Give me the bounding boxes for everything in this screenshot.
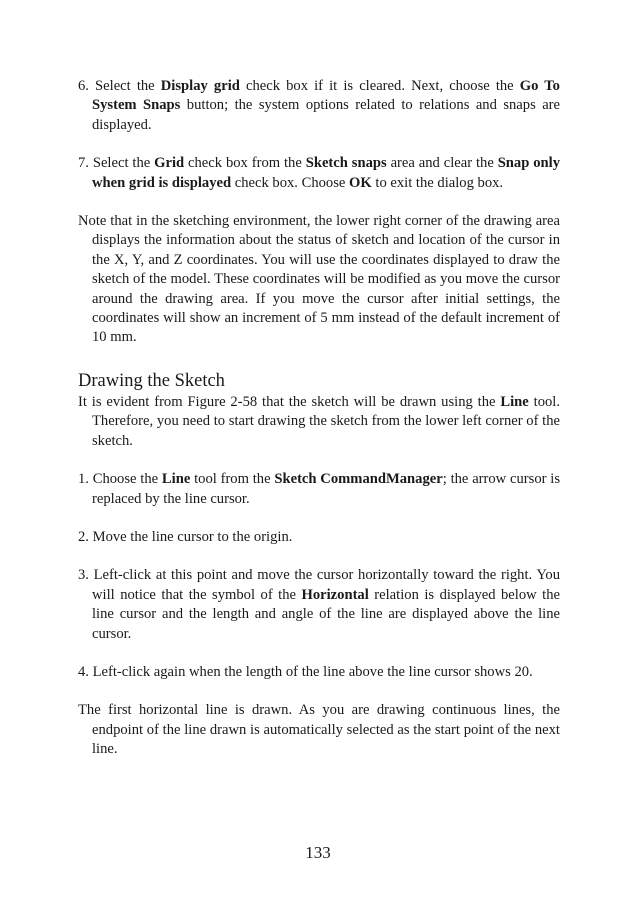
paragraph-step-7	[78, 154, 560, 193]
paragraph-step-3	[78, 566, 560, 644]
text-run: check box if it is cleared. Next, choose the	[239, 78, 520, 94]
text-run: It is evident from Figure 2-58 that the sketch will be drawn using the	[78, 393, 501, 410]
bold-term: Line	[500, 393, 529, 410]
bold-term: Display grid	[160, 78, 240, 94]
text-run: 4. Left-click again when the length of the line above the line cursor shows 20.	[78, 663, 533, 680]
bold-term: Line	[161, 471, 191, 488]
paragraph-step-2	[78, 528, 560, 547]
section-heading: Drawing the Sketch	[78, 370, 225, 391]
text-run: 1. Choose the	[78, 471, 162, 488]
text-run: 2. Move the line cursor to the origin.	[78, 528, 293, 545]
text-run: The first horizontal line is drawn. As you are drawing continuous lines, the endpoint of the line drawn is automatically selected as the start point of the next line.	[78, 702, 560, 758]
page-number: 133	[305, 843, 331, 862]
text-run: tool from the	[190, 471, 275, 488]
text-run: 6. Select the	[78, 78, 161, 94]
bold-term: OK	[349, 174, 372, 191]
page-body	[78, 77, 560, 779]
text-run: check box from the	[184, 155, 306, 172]
text-run: relation is displayed below the line cursor and the length and angle of the line are displayed above the line cursor.	[92, 586, 560, 642]
text-run: Note that in the sketching environment, the lower right corner of the drawing area displays the information about the status of sketch and location of the cursor in the X, Y, and Z coordinates. You will use the coordinates displayed to draw the sketch of the model. These coordinates will be modified as you move the cursor around the drawing area. If you move the cursor after initial settings, the coordinates will show an increment of 5 mm instead of the default increment of 10 mm.	[78, 213, 560, 346]
text-run: to exit the dialog box.	[371, 174, 504, 191]
bold-term: Sketch CommandManager	[274, 471, 443, 488]
paragraph-intro	[78, 393, 560, 451]
bold-term: Snap only when grid is displayed	[92, 155, 560, 191]
paragraph-step-6	[78, 77, 560, 135]
text-run: 7. Select the	[78, 155, 155, 172]
drawing-sketch-section	[78, 393, 560, 760]
text-run: check box. Choose	[231, 174, 350, 191]
bold-term: Horizontal	[301, 586, 369, 603]
bold-term: Sketch snaps	[305, 155, 387, 172]
paragraph-step-1	[78, 470, 560, 509]
paragraph-closing	[78, 701, 560, 759]
text-run: tool. Therefore, you need to start drawing the sketch from the lower left corner of the sketch.	[92, 393, 560, 449]
paragraph-note	[78, 212, 560, 348]
text-run: ; the arrow cursor is replaced by the line cursor.	[92, 471, 560, 507]
instructions-section	[78, 77, 560, 348]
text-run: button; the system options related to relations and snaps are displayed.	[92, 97, 561, 133]
bold-term: Grid	[154, 155, 185, 172]
paragraph-step-4	[78, 663, 560, 682]
text-run: area and clear the	[386, 155, 498, 172]
text-run: 3. Left-click at this point and move the cursor horizontally toward the right. You will notice that the symbol of the	[78, 567, 560, 603]
bold-term: Go To System Snaps	[92, 78, 560, 114]
